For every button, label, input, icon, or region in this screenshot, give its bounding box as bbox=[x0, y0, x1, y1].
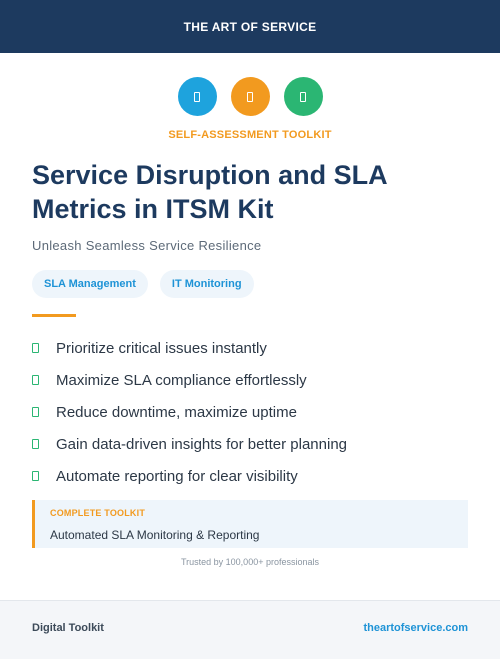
check-icon bbox=[32, 407, 39, 417]
website-link[interactable]: theartofservice.com bbox=[363, 622, 468, 634]
brand-title: THE ART OF SERVICE bbox=[183, 19, 317, 34]
benefit-text: Gain data-driven insights for better planning bbox=[56, 435, 348, 453]
benefit-item bbox=[32, 460, 472, 492]
benefit-text: Automate reporting for clear visibility bbox=[56, 467, 298, 485]
title-line-2: Metrics in ITSM Kit bbox=[32, 194, 274, 224]
check-icon bbox=[32, 343, 39, 353]
benefit-item bbox=[32, 364, 472, 396]
header-bar bbox=[0, 0, 500, 53]
title-line-1: Service Disruption and SLA bbox=[32, 160, 388, 190]
benefit-text: Reduce downtime, maximize uptime bbox=[56, 403, 297, 421]
toolkit-callout bbox=[32, 500, 468, 548]
footer bbox=[0, 600, 500, 659]
footer-label: Digital Toolkit bbox=[32, 622, 104, 634]
callout-text: Automated SLA Monitoring & Reporting bbox=[50, 528, 260, 542]
benefit-list bbox=[32, 332, 472, 492]
page-title bbox=[32, 158, 472, 226]
benefit-item bbox=[32, 396, 472, 428]
kicker-label: SELF-ASSESSMENT TOOLKIT bbox=[168, 129, 332, 141]
callout-label: COMPLETE TOOLKIT bbox=[50, 508, 146, 518]
icon-row bbox=[0, 77, 500, 116]
tag-it-monitoring[interactable]: IT Monitoring bbox=[160, 270, 254, 298]
check-icon bbox=[32, 439, 39, 449]
trust-note: Trusted by 100,000+ professionals bbox=[180, 557, 319, 567]
benefit-text: Maximize SLA compliance effortlessly bbox=[56, 371, 307, 389]
accent-divider bbox=[32, 314, 76, 317]
tag-sla-management[interactable]: SLA Management bbox=[32, 270, 148, 298]
document-icon bbox=[284, 77, 323, 116]
benefit-item bbox=[32, 332, 472, 364]
benefit-text: Prioritize critical issues instantly bbox=[56, 339, 267, 357]
tag-list bbox=[32, 270, 254, 298]
check-icon bbox=[32, 375, 39, 385]
document-icon bbox=[178, 77, 217, 116]
benefit-item bbox=[32, 428, 472, 460]
check-icon bbox=[32, 471, 39, 481]
document-icon bbox=[231, 77, 270, 116]
subtitle: Unleash Seamless Service Resilience bbox=[32, 238, 262, 253]
